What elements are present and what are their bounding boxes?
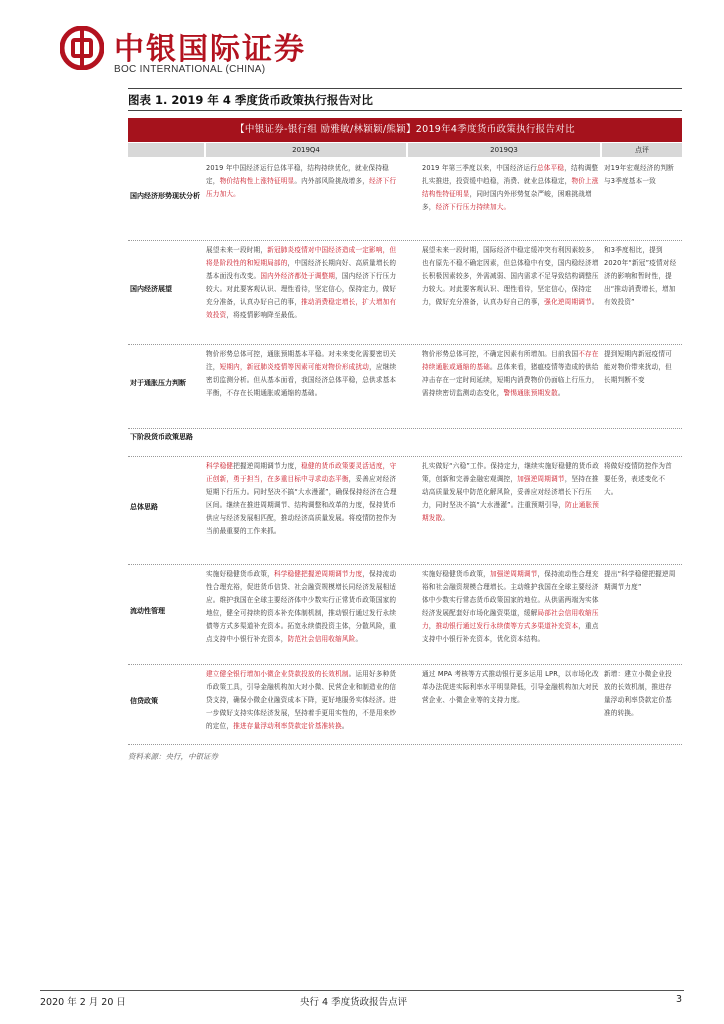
cell-comment: 对19年宏观经济的判断与3季度基本一致 [604,164,674,185]
table-row [128,240,682,344]
brand-name-cn: 中银国际证券 [114,32,306,67]
column-header-label [128,143,204,157]
column-header-q4: 2019Q4 [206,143,406,157]
cell-comment: 新增：建立小微企业投放的长效机制，推进存量浮动利率贷款定价基准的转换。 [604,670,672,717]
cell-2019q4: 2019 年中国经济运行总体平稳，结构持续优化，就业保持稳定，物价结构性上涨特征明显。内外部风险挑战增多，经济下行压力加大。 [206,164,397,198]
cell-2019q4: 建立健全银行增加小微企业贷款投放的长效机制。运用好多种货币政策工具，引导金融机构加大对小微、民营企业和制造业的信贷支持，确保小微企业融资成本下降，更好地服务实体经济。进一步做好支持实体经济发展，坚持着手更用实性的，不是用来炒的定位，推进存量浮动利率贷款定价基准转换。 [206,670,397,730]
cell-comment: 将做好疫情防控作为首要任务，表述变化不大。 [604,462,672,496]
footer-date: 2020 年 2 月 20 日 [40,997,126,1008]
boc-logo-icon [60,26,104,70]
divider [128,110,682,111]
cell-2019q3: 物价形势总体可控，不确定因素有所增加。目前我国不存在持续通胀或通缩的基础。总体来看，猪瘟疫情等造成的供给冲击存在一定时间延续，短期内消费物价仍面临上行压力，需持续密切监测动态变化，警惕通胀预期发散。 [422,350,599,397]
cell-2019q4: 实施好稳健货币政策，科学稳健把握逆周期调节力度，保持流动性合理充裕，促进货币信贷、社会融资规模增长同经济发展相适应。维护我国在全球主要经济体中少数实行正常货币政策国家的地位，健全可持续的资本补充体制机制，推动银行通过发行永续债等方式多渠道补充资本。拓宽永续债投资主体，分散风险，重点支持中小银行补充资本，防范社会信用收缩风险。 [206,570,397,643]
table-row [128,456,682,564]
table-row [128,564,682,664]
row-label: 对于通胀压力判断 [130,379,186,387]
footer-page-number: 3 [676,994,683,1005]
source-note: 资料来源：央行，中银证券 [128,752,218,761]
row-label: 国内经济形势现状分析 [130,192,200,200]
column-header-q3: 2019Q3 [408,143,600,157]
footer-divider [40,990,684,991]
brand-name-en: BOC INTERNATIONAL (CHINA) [114,64,266,75]
cell-2019q3: 展望未来一段时期，国际经济中稳定缓冲突有利因素较多，也有原先不稳不确定因素，但总体稳中有变，国内稳经济增长积极因素较多，外需减弱、国内需求不足导致结构调整压力较大。对此要客观认识、理性看待，坚定信心，保持定力，做好充分准备，认真办好自己的事，强化逆周期调节。 [422,246,599,306]
cell-2019q3: 实施好稳健货币政策，加强逆周期调节，保持流动性合理充裕和社会融资规模合理增长。主动维护我国在全球主要经济体中少数实行常态货币政策国家的地位。从供需两端为实体经济发展配套好市场化融资渠道，缓解局部社会信用收缩压力，推动银行通过发行永续债等方式多渠道补充资本，重点支持中小银行补充资本，优化资本结构。 [422,570,599,643]
row-label: 总体思路 [130,503,158,511]
table-row [128,158,682,240]
cell-comment: 和3季度相比，提到2020年“新冠”疫情对经济的影响和暂时性，提出“推动消费增长，增加有效投资” [604,246,677,306]
cell-2019q3: 通过 MPA 考核等方式推动银行更多运用 LPR，以市场化改革办法促进实际利率水平明显降低，引导金融机构加大对民营企业、小微企业等的支持力度。 [422,670,599,704]
cell-2019q4: 展望未来一段时期，新冠肺炎疫情对中国经济造成一定影响，但将是阶段性的和短期局部的，中国经济长期向好、高质量增长的基本面没有改变。国内外经济都处于调整期，国内经济下行压力较大。对此要客观认识、理性看待，坚定信心，保持定力，做好充分准备，认真办好自己的事，推动消费稳定增长，扩大增加有效投资，将疫情影响降至最低。 [206,246,397,319]
cell-2019q3: 2019 年第三季度以来，中国经济运行总体平稳，结构调整扎实推进，投资缓中趋稳，消费、就业总体稳定，物价上涨结构性特征明显，同时国内外形势复杂严峻，困难挑战增多，经济下行压力持续加大。 [422,164,599,211]
cell-2019q3: 扎实做好“六稳”工作。保持定力，继续实施好稳健的货币政策，创新和完善金融宏观调控，加强逆周期调节，坚持在推动高质量发展中防范化解风险，妥善应对经济增长下行压力，同时坚决不搞“大水漫灌”。注重预期引导，防止通胀预期发散。 [422,462,600,522]
table-row [128,664,682,744]
row-label: 国内经济展望 [130,285,172,293]
report-header [40,18,700,80]
row-divider [128,744,682,745]
row-label: 流动性管理 [130,607,165,615]
divider [128,88,682,89]
row-label: 下阶段货币政策思路 [130,433,193,441]
cell-2019q4: 科学稳健把握逆周期调节力度，稳健的货币政策要灵活适度，守正创新，勇于担当，在多重目标中寻求动态平衡，妥善应对经济短期下行压力。同时坚决不搞“大水漫灌”，确保保持经济在合理区间。继续在推进周期调节、结构调整和改革的力度，保持货币供应与经济发展相匹配，推动经济高质量发展。将疫情防控作为当前最重要的工作来抓。 [206,462,397,535]
cell-comment: 提到短期内新冠疫情可能对物价带来扰动，但长期判断不变 [604,350,672,384]
row-label: 信贷政策 [130,697,158,705]
cell-comment: 提出“科学稳健把握逆周期调节力度” [604,570,676,591]
footer-doc-title: 央行 4 季度货政报告点评 [300,997,408,1008]
table-banner: 【中银证券-银行组 励雅敏/林颖颖/熊颖】2019年4季度货币政策执行报告对比 [128,118,682,142]
column-header-comment: 点评 [602,143,682,157]
figure-title: 图表 1. 2019 年 4 季度货币政策执行报告对比 [128,93,373,107]
table-row [128,428,682,456]
table-row [128,344,682,428]
cell-2019q4: 物价形势总体可控，通胀预期基本平稳。对未来变化需要密切关注，短期内，新冠肺炎疫情等因素可能对物价形成扰动，应继续密切监测分析。但从基本面看，我国经济总体平稳，总供求基本平衡，不存在长期通胀或通缩的基础。 [206,350,397,397]
